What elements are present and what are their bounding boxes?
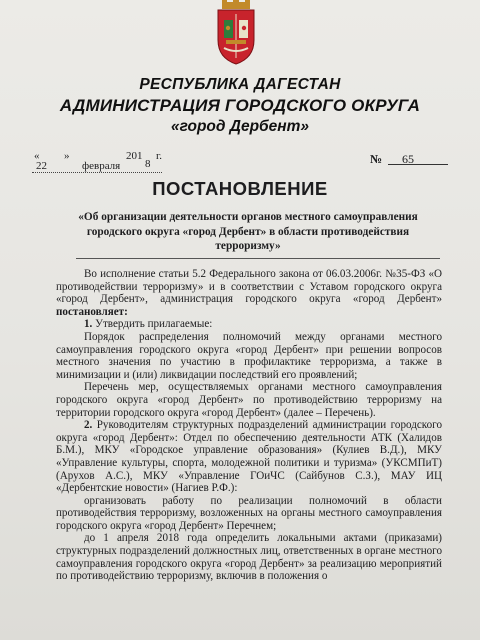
date-month: февраля <box>82 160 121 172</box>
clause-2-number: 2. <box>84 419 93 432</box>
document-subject: «Об организации деятельности органов местного самоуправления городского округа «город Дербент» в области противодействия терроризму» <box>78 211 418 252</box>
document-type: ПОСТАНОВЛЕНИЕ <box>152 178 328 199</box>
date-underline <box>32 172 162 173</box>
decree-word: постановляет: <box>56 305 128 318</box>
clause-1b: Перечень мер, осуществляемых органами местного самоуправления городского округа «город Дербент» по противодействию терроризму на территории городского округа «город Дербент» (далее – Перечень). <box>56 381 442 419</box>
date-year-suffix: 8 <box>145 158 151 170</box>
date-number-row <box>28 150 468 180</box>
date-year-g: г. <box>156 150 163 162</box>
number-label: № <box>370 152 383 166</box>
clause-1-number: 1. <box>84 318 93 331</box>
date-year-prefix: 201 <box>126 150 143 162</box>
clause-2b: до 1 апреля 2018 года определить локальными актами (приказами) структурных подразделений должностных лиц, ответственных в органе местного самоуправления городского округа «город Дербент» за реализацию мероприятий по противодействию терроризму, включив в положения о <box>56 532 442 583</box>
clause-2a: организовать работу по реализации полномочий в области противодействия терроризму, возложенных на органы местного самоуправления городского округа «город Дербент» Перечнем; <box>56 494 442 532</box>
date-day: 22 <box>36 160 47 172</box>
date-quote-open: « <box>34 150 40 162</box>
document-body <box>56 268 442 583</box>
clause-1-text: Утвердить прилагаемые: <box>95 318 213 331</box>
number-value: 65 <box>402 152 414 166</box>
number-underline <box>388 164 448 165</box>
republic-title: РЕСПУБЛИКА ДАГЕСТАН <box>139 76 341 93</box>
subject-divider <box>76 258 440 259</box>
administration-title: АДМИНИСТРАЦИЯ ГОРОДСКОГО ОКРУГА <box>59 96 421 115</box>
date-quote-close: » <box>64 150 70 162</box>
coat-of-arms-icon <box>206 0 266 66</box>
intro-text: Во исполнение статьи 5.2 Федерального закона от 06.03.2006г. №35-ФЗ «О противодействии терроризму» и в соответствии с Уставом городского округа «город Дербент», администрация городского округа «город Дербент» <box>56 268 442 306</box>
city-title: «город Дербент» <box>170 118 310 135</box>
clause-2-text: Руководителям структурных подразделений администрации городского округа «город Дербент»: Отдел по обеспечению деятельности АТК (Халидов Б.М.), МКУ «Городское управление образования» (Кулиев В.Д.), МКУ «Управление культуры, спорта, молодежной политики и туризма» (УКСМПиТ) (Арухов А.С.), МКУ «Управление ГОиЧС (Сайбунов С.З.), МАУ ИЦ «Дербентские новости» (Нагиев Р.Ф.): <box>56 419 442 495</box>
clause-1a: Порядок распределения полномочий между органами местного самоуправления городского округа «город Дербент» при решении вопросов местного значения по участию в профилактике терроризма, а также в минимизации и (или) ликвидации последствий его проявлений; <box>56 330 442 381</box>
